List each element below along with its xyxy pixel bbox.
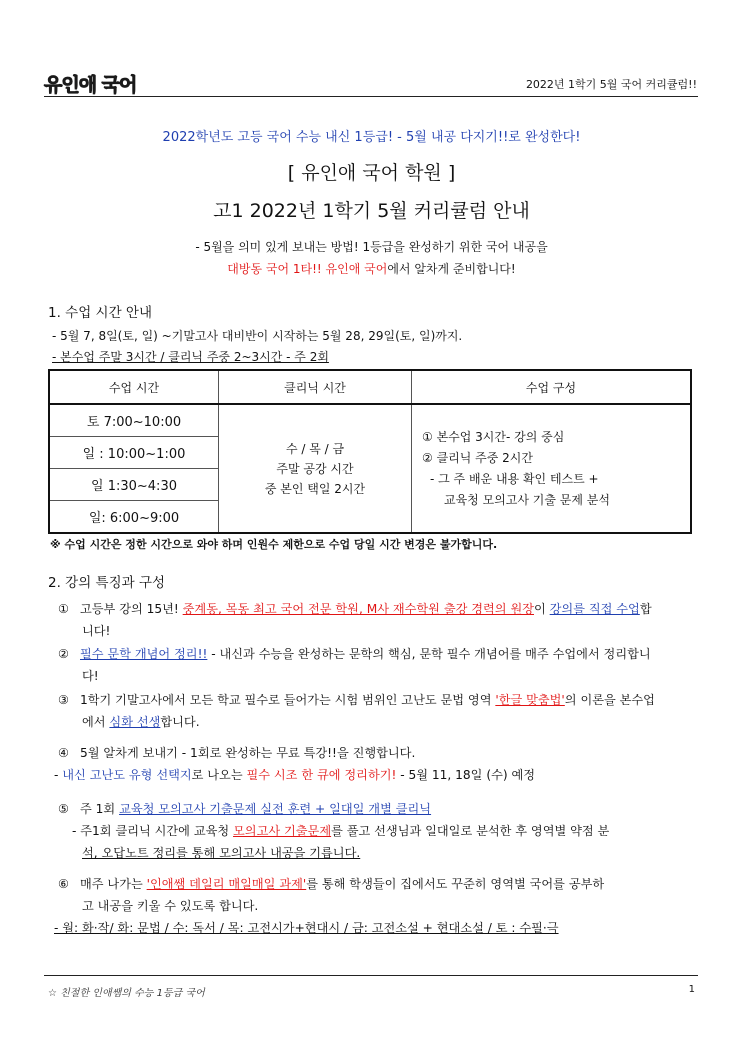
item-text: - 주1회 클리닉 시간에 교육청 [72, 824, 234, 838]
header-curriculum-label: 2022년 1학기 5월 국어 커리큘럼!! [525, 78, 697, 91]
section-1-line-1: - 5월 7, 8일(토, 일) ~기말고사 대비반이 시작하는 5월 28, 29일(토, 일)까지. [52, 329, 463, 343]
item-continuation: 고 내공을 키울 수 있도록 합니다. [82, 899, 259, 913]
item-text: 합 [639, 602, 652, 616]
item-text: 의 이론을 본수업 [564, 693, 655, 707]
academy-logo: 유인애 국어 [44, 74, 137, 96]
item-highlight: 필수 시조 한 큐에 정리하기! [246, 768, 397, 782]
item-highlight: 내신 고난도 유형 선택지 [62, 768, 192, 782]
composition-line: 교육청 모의고사 기출 문제 분석 [444, 492, 610, 507]
item-text: 를 풀고 선생님과 일대일로 분석한 후 영역별 약점 분 [331, 824, 610, 838]
item-highlight: 모의고사 기출문제 [233, 824, 332, 838]
item-text: - 5월 11, 18일 (수) 예정 [396, 768, 536, 782]
item-text: 고등부 강의 15년! [80, 602, 183, 616]
feature-item-2 [58, 643, 703, 687]
header-composition: 수업 구성 [412, 370, 692, 404]
section-1-line-2: - 본수업 주말 3시간 / 클리닉 주중 2~3시간 - 주 2회 [52, 350, 329, 364]
intro-highlight: 대방동 국어 1타!! 유인애 국어 [227, 262, 388, 276]
item-highlight: 심화 선생 [109, 715, 161, 729]
item-text: 를 통해 학생들이 집에서도 꾸준히 영역별 국어를 공부하 [306, 877, 605, 891]
footer-divider [44, 975, 698, 976]
item-highlight: '한글 맞춤법' [495, 693, 565, 707]
item-continuation: 석, 오답노트 정리를 통해 모의고사 내공을 기릅니다. [82, 846, 361, 860]
class-time-cell: 일: 6:00~9:00 [49, 501, 219, 534]
clinic-line: 중 본인 택일 2시간 [264, 481, 366, 496]
item-highlight: 중계동, 목동 최고 국어 전문 학원, M사 재수학원 출강 경력의 원장 [182, 602, 534, 616]
clinic-line: 수 / 목 / 금 [285, 441, 345, 456]
item-continuation: 니다! [82, 624, 111, 638]
intro-line-1: - 5월을 의미 있게 보내는 방법! 1등급을 완성하기 위한 국어 내공을 [195, 240, 548, 254]
schedule-note: ※ 수업 시간은 정한 시간으로 와야 하며 인원수 제한으로 수업 당일 시간 변경은 불가합니다. [50, 538, 498, 551]
section-2-heading: 2. 강의 특징과 구성 [48, 575, 166, 591]
header-class-time: 수업 시간 [49, 370, 219, 404]
item-number: ⑤ [58, 802, 69, 816]
item-text: - 내신과 수능을 완성하는 문학의 핵심, 문학 필수 개념어를 매주 수업에서 정리합니 [207, 647, 651, 661]
header-divider [44, 96, 698, 97]
item-text: 매주 나가는 [80, 877, 147, 891]
slogan: 2022학년도 고등 국어 수능 내신 1등급! - 5월 내공 다지기!!로 완성한다! [162, 130, 581, 145]
academy-title: [ 유인애 국어 학원 ] [287, 162, 456, 184]
page-number: 1 [688, 984, 695, 995]
item-text: 에서 [82, 715, 110, 729]
page-title: 고1 2022년 1학기 5월 커리큘럼 안내 [213, 200, 530, 222]
class-time-cell: 일 1:30~4:30 [49, 469, 219, 501]
item-text: 1학기 기말고사에서 모든 학교 필수로 들어가는 시험 범위인 고난도 문법 영역 [80, 693, 496, 707]
schedule-header-row [49, 370, 691, 404]
weekly-task-schedule: - 월: 화·작/ 화: 문법 / 수: 독서 / 목: 고전시가+현대시 / 금: 고전소설 + 현대소설 / 토 : 수필·극 [54, 921, 559, 935]
item-text: 주 1회 [80, 802, 120, 816]
composition-cell [412, 404, 692, 533]
item-text: 합니다. [160, 715, 200, 729]
intro-line-2 [0, 260, 743, 277]
item-number: ② [58, 647, 69, 661]
item-text: 로 나오는 [191, 768, 247, 782]
clinic-line: 주말 공강 시간 [276, 461, 354, 476]
composition-line: ② 클리닉 주중 2시간 [422, 450, 533, 465]
feature-item-3 [58, 689, 703, 733]
item-number: ⑥ [58, 877, 69, 891]
item-number: ③ [58, 693, 69, 707]
item-highlight: '인애쌤 데일리 매일매일 과제' [146, 877, 307, 891]
feature-item-1 [58, 598, 703, 642]
item-continuation: 다! [82, 669, 99, 683]
item-number: ④ [58, 746, 69, 760]
item-highlight: 강의를 직접 수업 [549, 602, 640, 616]
class-time-cell: 일 : 10:00~1:00 [49, 437, 219, 469]
item-highlight: 필수 문학 개념어 정리!! [80, 647, 208, 661]
feature-item-6 [54, 873, 703, 939]
feature-item-4 [54, 742, 703, 786]
item-text: 이 [534, 602, 550, 616]
composition-line: ① 본수업 3시간- 강의 중심 [422, 429, 565, 444]
class-time-cell: 토 7:00~10:00 [49, 404, 219, 437]
feature-item-5 [58, 798, 703, 864]
footer-tagline: ☆ 친절한 인애쌤의 수능 1등급 국어 [48, 988, 205, 999]
item-highlight: 교육청 모의고사 기출문제 실전 훈련 + 일대일 개별 클리닉 [119, 802, 432, 816]
composition-line: - 그 주 배운 내용 확인 테스트 + [430, 471, 599, 486]
section-1-heading: 1. 수업 시간 안내 [48, 305, 152, 321]
header-clinic-time: 클리닉 시간 [219, 370, 412, 404]
item-number: ① [58, 602, 69, 616]
intro-rest: 에서 알차게 준비합니다! [387, 262, 516, 276]
item-text: - [54, 768, 63, 782]
item-text: 5월 알차게 보내기 - 1회로 완성하는 무료 특강!!을 진행합니다. [80, 746, 416, 760]
clinic-time-cell [219, 404, 412, 533]
schedule-table [48, 369, 692, 534]
